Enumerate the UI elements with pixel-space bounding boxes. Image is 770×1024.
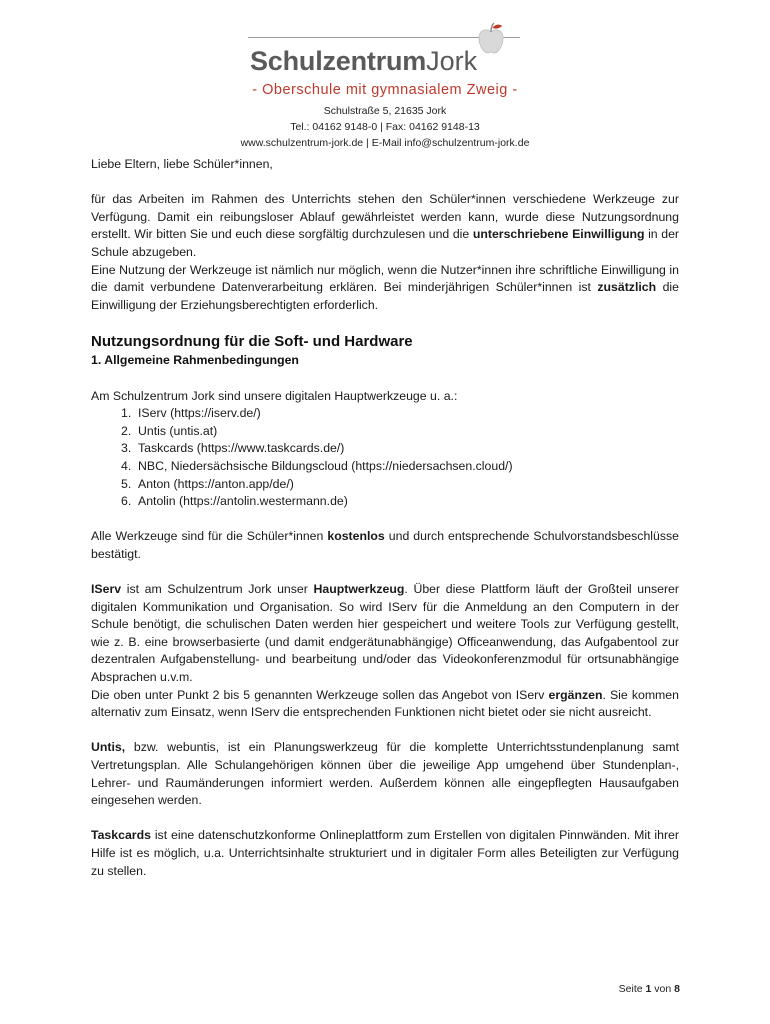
- free-bold: kostenlos: [327, 529, 385, 544]
- current-page-number: 1: [645, 983, 652, 995]
- spacer: [91, 722, 679, 740]
- school-logo: [250, 46, 550, 76]
- taskcards-bold: Taskcards: [91, 828, 151, 843]
- letterhead: [0, 10, 770, 150]
- iserv-paragraph: [91, 581, 679, 687]
- taskcards-text: ist eine datenschutzkonforme Onlineplattform zum Erstellen von digitalen Pinnwänden. Mit ihrer Hilfe ist es möglich, u.a. Unterrichtsinhalte strukturiert und in digitaler Form alles Beteiligten zur Verfügung zu stellen.: [91, 828, 679, 878]
- list-item-text: Taskcards (https://www.taskcards.de/): [138, 441, 345, 456]
- logo-bold-text: Schulzentrum: [250, 46, 427, 76]
- phone-line: Tel.: 04162 9148-0 | Fax: 04162 9148-13: [290, 121, 480, 133]
- tools-intro: Am Schulzentrum Jork sind unsere digitalen Hauptwerkzeuge u. a.:: [91, 388, 458, 403]
- spacer: [91, 370, 679, 388]
- intro-p2-text-end: die Einwilligung der Erziehungsberechtigten erforderlich.: [91, 280, 679, 312]
- list-item-text: NBC, Niedersächsische Bildungscloud (https://niedersachsen.cloud/): [138, 458, 513, 473]
- iserv-text-end: . Über diese Plattform läuft der Großteil unserer digitalen Kommunikation und Organisation. So wird IServ für die Anmeldung an den Computern in der Schule benötigt, die schulischen Daten werden hier gespeichert und weitere Tools zur Verfügung gestellt, wie z. B. eine browserbasierte (und damit endgerätunabhängige) Officeanwendung, das Aufgabentool zur dezentralen Aufgabenstellung- und bearbeitung und/oder das Videokonferenzmodul für ortsunabhängige Absprachen u.v.m.: [91, 582, 679, 685]
- iserv2-bold: ergänzen: [548, 687, 603, 702]
- spacer: [91, 563, 679, 581]
- list-item: [121, 476, 679, 494]
- untis-paragraph: [91, 739, 679, 809]
- list-number: 3.: [121, 441, 132, 456]
- address-block: [0, 103, 770, 151]
- list-item-text: Antolin (https://antolin.westermann.de): [138, 494, 348, 509]
- total-pages-number: 8: [674, 983, 680, 995]
- untis-text: bzw. webuntis, ist ein Planungswerkzeug für die komplette Unterrichtsstundenplanung samt Vertretungsplan. Alle Schulangehörigen können über die jeweilige App umgehend über Stundenplan-, Lehrer- und Raumänderungen informiert werden. Außerdem können alle eingepflegten Hausaufgaben eingesehen werden.: [91, 740, 679, 808]
- list-item: [121, 423, 679, 441]
- intro-p2-bold: zusätzlich: [597, 280, 657, 295]
- spacer: [91, 810, 679, 828]
- spacer: [91, 511, 679, 529]
- intro-paragraph-2: [91, 262, 679, 315]
- iserv2-text: Die oben unter Punkt 2 bis 5 genannten Werkzeuge sollen das Angebot von IServ: [91, 687, 549, 702]
- taskcards-paragraph: [91, 827, 679, 880]
- list-item: [121, 458, 679, 476]
- tools-list: [91, 405, 679, 511]
- iserv-paragraph-2: [91, 687, 679, 722]
- iserv2-text-end: . Sie kommen alternativ zum Einsatz, wenn IServ die entsprechenden Funktionen nicht bietet oder sie nicht ausreicht.: [91, 687, 679, 720]
- school-tagline: - Oberschule mit gymnasialem Zweig -: [252, 82, 518, 98]
- free-text: Alle Werkzeuge sind für die Schüler*innen: [91, 529, 328, 544]
- list-number: 6.: [121, 494, 132, 509]
- list-item-text: Untis (untis.at): [138, 423, 218, 438]
- intro-p1-text-end: in der Schule abzugeben.: [91, 227, 679, 259]
- list-item: [121, 493, 679, 511]
- list-item-text: IServ (https://iserv.de/): [138, 406, 261, 421]
- list-item-text: Anton (https://anton.app/de/): [138, 476, 294, 491]
- iserv-bold-2: Hauptwerkzeug: [313, 582, 405, 597]
- salutation: Liebe Eltern, liebe Schüler*innen,: [91, 157, 273, 171]
- list-number: 2.: [121, 423, 132, 438]
- iserv-text: ist am Schulzentrum Jork unser: [121, 582, 314, 597]
- list-item: [121, 440, 679, 458]
- intro-p1-bold: unterschriebene Einwilligung: [472, 227, 645, 242]
- intro-paragraph-1: [91, 191, 679, 261]
- letter-body: [91, 156, 679, 880]
- intro-p1-text: für das Arbeiten im Rahmen des Unterrichts stehen den Schüler*innen verschiedene Werkzeuge zur Verfügung. Damit ein reibungsloser Ablauf gewährleistet werden kann, wurde diese Nutzungsordnung erstellt. Wir bitten Sie und euch diese sorgfältig durchzulesen und die: [91, 192, 679, 242]
- subsection-title: 1. Allgemeine Rahmenbedingungen: [91, 353, 299, 368]
- page-label: Seite: [618, 983, 643, 995]
- of-label: von: [654, 983, 672, 995]
- intro-p2-text: Eine Nutzung der Werkzeuge ist nämlich nur möglich, wenn die Nutzer*innen ihre schriftliche Einwilligung in die damit verbundene Datenverarbeitung erklären. Bei minderjährigen Schüler*innen ist: [91, 262, 679, 295]
- address-line: Schulstraße 5, 21635 Jork: [323, 105, 447, 117]
- untis-bold: Untis,: [91, 740, 126, 755]
- list-number: 1.: [121, 406, 132, 421]
- list-item: [121, 405, 679, 423]
- list-number: 4.: [121, 458, 132, 473]
- page-footer: [560, 983, 680, 995]
- list-number: 5.: [121, 476, 132, 491]
- iserv-bold: IServ: [91, 582, 122, 597]
- section-title: Nutzungsordnung für die Soft- und Hardware: [91, 333, 413, 351]
- free-paragraph: [91, 528, 679, 563]
- logo-thin-text: Jork: [426, 46, 478, 76]
- free-text-end: und durch entsprechende Schulvorstandsbeschlüsse bestätigt.: [91, 529, 679, 561]
- web-line: www.schulzentrum-jork.de | E-Mail info@schulzentrum-jork.de: [240, 137, 530, 149]
